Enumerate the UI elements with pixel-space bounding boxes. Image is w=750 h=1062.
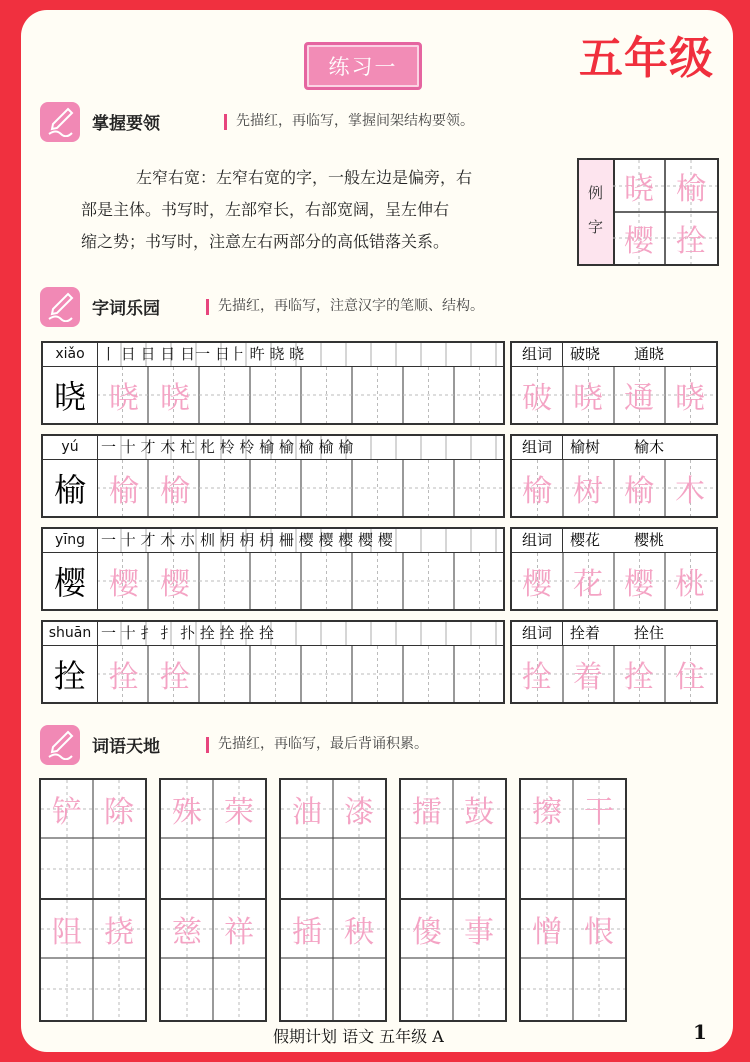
pen-icon — [40, 287, 80, 327]
paragraph-line: 左窄右宽：左窄右宽的字，一般左边是偏旁，右 — [136, 168, 473, 187]
grade-badge: 五年级 — [579, 33, 714, 84]
section-divider — [206, 299, 209, 315]
stroke-sequence: 一 十 扌 扌 扑 拴 拴 拴 拴 — [101, 624, 275, 642]
phrase-trace-char: 慈 — [172, 915, 202, 950]
example-char: 樱 — [624, 224, 654, 259]
phrase-box — [399, 898, 507, 1022]
word-trace-char: 树 — [573, 474, 603, 509]
phrase-trace-char: 鼓 — [464, 795, 494, 830]
word-group-row — [510, 527, 718, 611]
pen-icon — [40, 102, 80, 142]
word-trace-char: 晓 — [675, 381, 705, 416]
phrase-box — [279, 898, 387, 1022]
word: 樱桃 — [634, 531, 665, 549]
section-header-phrases — [40, 725, 720, 765]
pinyin: xiǎo — [43, 343, 98, 366]
trace-char: 榆 — [160, 474, 190, 509]
word-trace-char: 榆 — [624, 474, 654, 509]
section-header-mastery — [40, 102, 720, 142]
model-char: 晓 — [43, 367, 98, 423]
stroke-sequence: 一 十 才 木 朩 杊 枂 枂 枂 柵 樱 樱 樱 樱 樱 — [101, 531, 393, 549]
phrase-box — [159, 898, 267, 1022]
phrase-trace-char: 祥 — [224, 915, 254, 950]
exercise-title: 练习一 — [304, 42, 422, 90]
phrase-trace-char: 傻 — [412, 915, 442, 950]
section-title: 字词乐园 — [92, 299, 160, 319]
word-trace-char: 着 — [573, 660, 603, 695]
phrase-trace-char: 插 — [292, 915, 322, 950]
section-header-words — [40, 287, 720, 327]
phrase-box — [399, 778, 507, 902]
word: 拴住 — [634, 624, 665, 642]
word: 樱花 — [570, 531, 601, 549]
example-char: 榆 — [676, 172, 706, 207]
example-chars-box — [577, 158, 719, 266]
pinyin: yú — [43, 436, 98, 459]
section-instruction: 先描红，再临写，掌握间架结构要领。 — [236, 113, 474, 129]
word: 榆木 — [634, 438, 665, 456]
section-title: 词语天地 — [92, 737, 160, 757]
word: 榆树 — [570, 438, 601, 456]
word-trace-char: 住 — [675, 660, 705, 695]
phrase-trace-char: 擦 — [532, 795, 562, 830]
word-trace-char: 晓 — [573, 381, 603, 416]
section-instruction: 先描红，再临写，注意汉字的笔顺、结构。 — [218, 298, 484, 314]
word-group-row — [510, 620, 718, 704]
workbook-page — [21, 10, 733, 1052]
word-trace-char: 木 — [675, 474, 705, 509]
phrase-trace-char: 铲 — [52, 795, 82, 830]
phrase-box — [39, 898, 147, 1022]
word-group-row — [510, 434, 718, 518]
phrase-box — [159, 778, 267, 902]
section-divider — [224, 114, 227, 130]
stroke-sequence: 一 十 才 木 杧 朼 柃 柃 榆 榆 榆 榆 榆 — [101, 438, 354, 456]
word-group-row — [510, 341, 718, 425]
zuci-label: 组词 — [512, 529, 563, 552]
word-trace-char: 桃 — [675, 567, 705, 602]
example-label-char: 字 — [588, 218, 604, 236]
phrase-trace-char: 擂 — [412, 795, 442, 830]
word: 破晓 — [570, 345, 601, 363]
page-number: 1 — [693, 1020, 707, 1044]
footer-text: 假期计划 语文 五年级 A — [273, 1027, 444, 1046]
phrase-trace-char: 漆 — [344, 795, 374, 830]
phrase-trace-char: 恨 — [584, 915, 614, 950]
paragraph-line: 缩之势；书写时，注意左右两部分的高低错落关系。 — [81, 232, 450, 251]
word-trace-char: 通 — [624, 381, 654, 416]
example-char: 拴 — [676, 224, 706, 259]
rule-paragraph — [81, 162, 581, 258]
word-trace-char: 花 — [573, 567, 603, 602]
phrase-trace-char: 油 — [292, 795, 322, 830]
phrase-trace-char: 殊 — [172, 795, 202, 830]
zuci-label: 组词 — [512, 436, 563, 459]
trace-char: 拴 — [160, 660, 190, 695]
word-trace-char: 拴 — [624, 660, 654, 695]
phrase-trace-char: 秧 — [344, 915, 374, 950]
trace-char: 樱 — [160, 567, 190, 602]
section-divider — [206, 737, 209, 753]
word-trace-char: 破 — [522, 381, 552, 416]
section-title: 掌握要领 — [92, 114, 160, 134]
word-trace-char: 樱 — [624, 567, 654, 602]
paragraph-line: 部是主体。书写时，左部窄长，右部宽阔，呈左伸右 — [81, 200, 450, 219]
phrase-trace-char: 除 — [104, 795, 134, 830]
section-instruction: 先描红，再临写，最后背诵积累。 — [218, 736, 428, 752]
stroke-sequence: 丨 日 日 日 日一 日⺊ 旿 晓 晓 — [101, 345, 305, 363]
word-trace-char: 榆 — [522, 474, 552, 509]
phrase-trace-char: 事 — [464, 915, 494, 950]
zuci-label: 组词 — [512, 343, 563, 366]
example-char: 晓 — [624, 172, 654, 207]
trace-char: 榆 — [109, 474, 139, 509]
model-char: 榆 — [43, 460, 98, 516]
phrase-trace-char: 阻 — [52, 915, 82, 950]
phrase-box — [519, 898, 627, 1022]
word-trace-char: 拴 — [522, 660, 552, 695]
zuci-label: 组词 — [512, 622, 563, 645]
pinyin: shuān — [43, 622, 98, 645]
phrase-box — [39, 778, 147, 902]
phrase-trace-char: 挠 — [104, 915, 134, 950]
pinyin: yīng — [43, 529, 98, 552]
stroke-order-row — [41, 527, 505, 611]
word-trace-char: 樱 — [522, 567, 552, 602]
stroke-order-row — [41, 341, 505, 425]
trace-char: 晓 — [160, 381, 190, 416]
phrase-box — [279, 778, 387, 902]
trace-char: 拴 — [109, 660, 139, 695]
stroke-order-row — [41, 434, 505, 518]
phrase-trace-char: 憎 — [532, 915, 562, 950]
trace-char: 晓 — [109, 381, 139, 416]
phrase-box — [519, 778, 627, 902]
trace-char: 樱 — [109, 567, 139, 602]
phrase-trace-char: 干 — [584, 795, 614, 830]
model-char: 拴 — [43, 646, 98, 702]
example-label-char: 例 — [588, 184, 604, 202]
pen-icon — [40, 725, 80, 765]
word: 通晓 — [634, 345, 665, 363]
phrase-trace-char: 荣 — [224, 795, 254, 830]
model-char: 樱 — [43, 553, 98, 609]
stroke-order-row — [41, 620, 505, 704]
word: 拴着 — [570, 624, 601, 642]
